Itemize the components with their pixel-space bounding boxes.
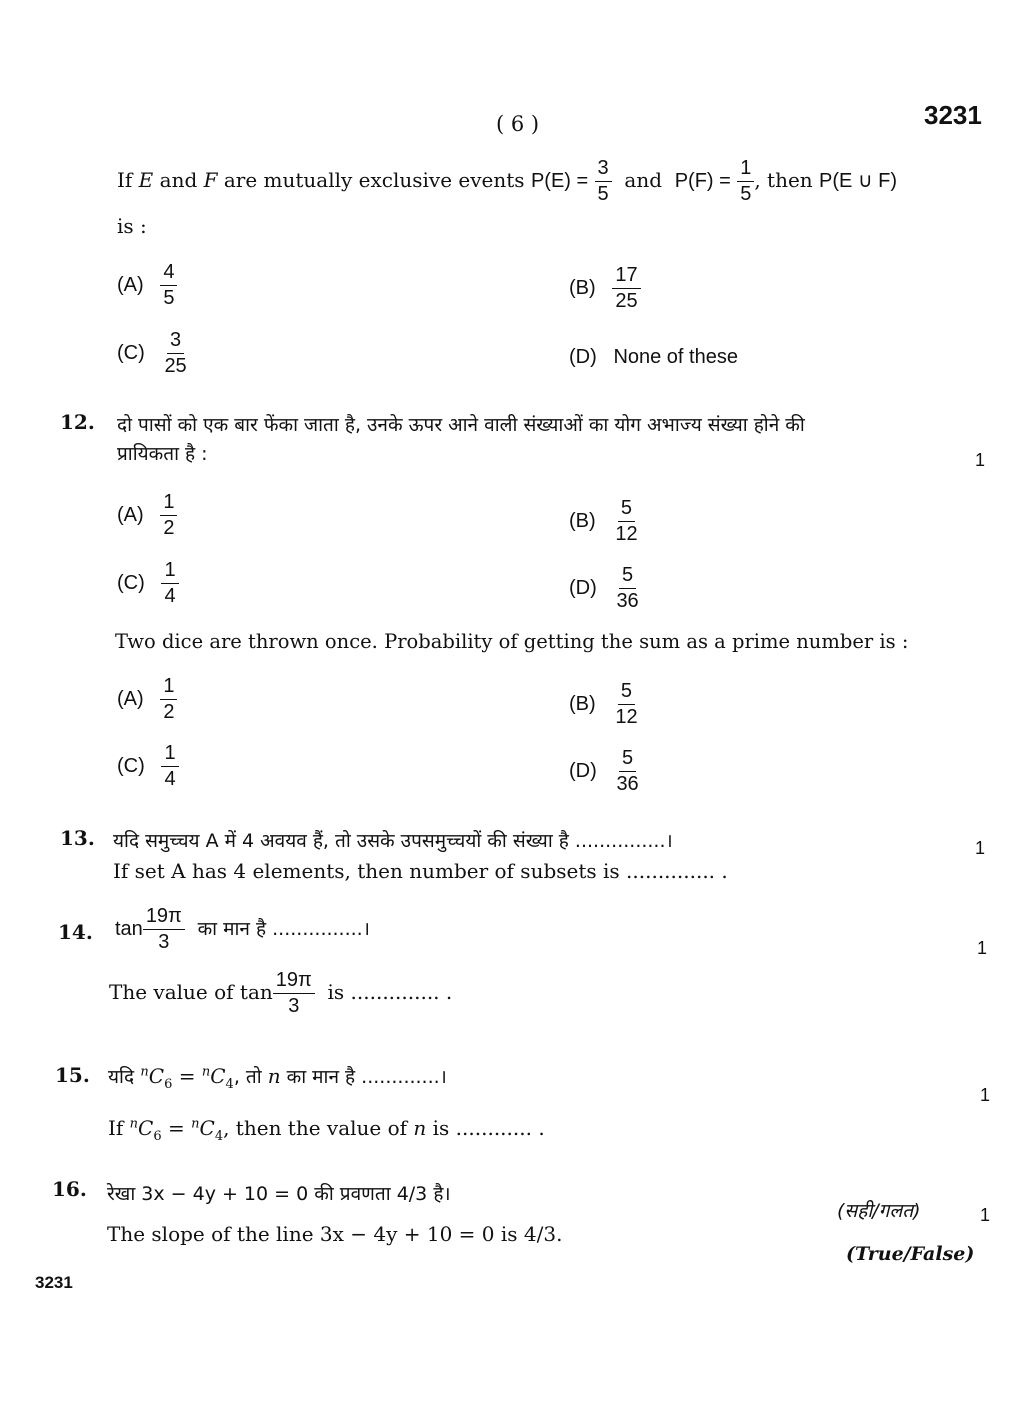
question-number: 13. xyxy=(60,826,95,850)
question-number: 12. xyxy=(60,410,95,434)
pf-fraction: $\frac{1}{5}$ xyxy=(737,158,754,205)
q11-option-a: (A) $\frac{4}{5}$ xyxy=(117,262,177,309)
q12-hindi-option-b: (B) $\frac{5}{12}$ xyxy=(569,497,638,545)
marks: 1 xyxy=(977,938,988,958)
q12-hindi-line1: दो पासों को एक बार फेंका जाता है, उनके ऊपर आने वाली संख्याओं का योग अभाज्य संख्या होने की xyxy=(117,414,805,436)
q12-english: Two dice are thrown once. Probability of getting the sum as a prime number is : xyxy=(115,630,909,653)
q11-option-d: (D) None of these xyxy=(569,346,738,368)
q16-hindi: रेखा 3x − 4y + 10 = 0 की प्रवणता 4/3 है। xyxy=(107,1183,451,1205)
q15-hindi: यदि $^nC_6 = ^nC_4$, तो n का मान है .............। xyxy=(108,1064,447,1092)
marks: 1 xyxy=(980,1205,991,1225)
marks: 1 xyxy=(975,450,986,470)
q12-english-option-d: (D) $\frac{5}{36}$ xyxy=(569,747,639,795)
paper-code-bottom: 3231 xyxy=(35,1273,73,1292)
q12-english-option-b: (B) $\frac{5}{12}$ xyxy=(569,680,638,728)
q15-english: If $^nC_6 = ^nC_4$, then the value of n is ............ . xyxy=(108,1116,545,1144)
question-number: 14. xyxy=(58,920,93,944)
q12-hindi-option-c: (C) $\frac{1}{4}$ xyxy=(117,560,179,607)
q12-hindi-line2: प्रायिकता है : xyxy=(117,443,208,465)
paper-code-top: 3231 xyxy=(924,100,982,130)
q14-english: The value of tan $\frac{19\pi}{3}$ is .............. . xyxy=(109,969,453,1017)
q11-statement: If E and F are mutually exclusive events P(E) = $\frac{3}{5}$ and P(F) = $\frac{1}{5}$ , then P(E ∪ F) xyxy=(117,157,898,205)
q11-option-b: (B) $\frac{17}{25}$ xyxy=(569,265,641,312)
q12-english-option-a: (A) $\frac{1}{2}$ xyxy=(117,676,177,723)
question-number: 15. xyxy=(55,1063,90,1087)
marks: 1 xyxy=(980,1085,991,1105)
q16-english: The slope of the line 3x − 4y + 10 = 0 is 4/3. xyxy=(107,1222,563,1246)
q11-is: is : xyxy=(117,214,147,238)
true-false-hindi: (सही/गलत) xyxy=(837,1200,921,1222)
q13-hindi: यदि समुच्चय A में 4 अवयव हैं, तो उसके उपसमुच्चयों की संख्या है ...............। xyxy=(113,830,673,852)
pe-fraction: $\frac{3}{5}$ xyxy=(595,158,612,205)
q12-english-option-c: (C) $\frac{1}{4}$ xyxy=(117,743,179,790)
question-number: 16. xyxy=(52,1177,87,1201)
q11-option-c: (C) $\frac{3}{25}$ xyxy=(117,329,187,377)
q12-hindi-option-d: (D) $\frac{5}{36}$ xyxy=(569,564,639,612)
q14-hindi: tan $\frac{19\pi}{3}$ का मान है ...............। xyxy=(115,905,370,953)
q12-hindi-option-a: (A) $\frac{1}{2}$ xyxy=(117,492,177,539)
true-false-english: (True/False) xyxy=(846,1243,975,1265)
marks: 1 xyxy=(975,838,986,858)
q13-english: If set A has 4 elements, then number of subsets is .............. . xyxy=(113,859,728,883)
page-number: ( 6 ) xyxy=(496,112,540,136)
